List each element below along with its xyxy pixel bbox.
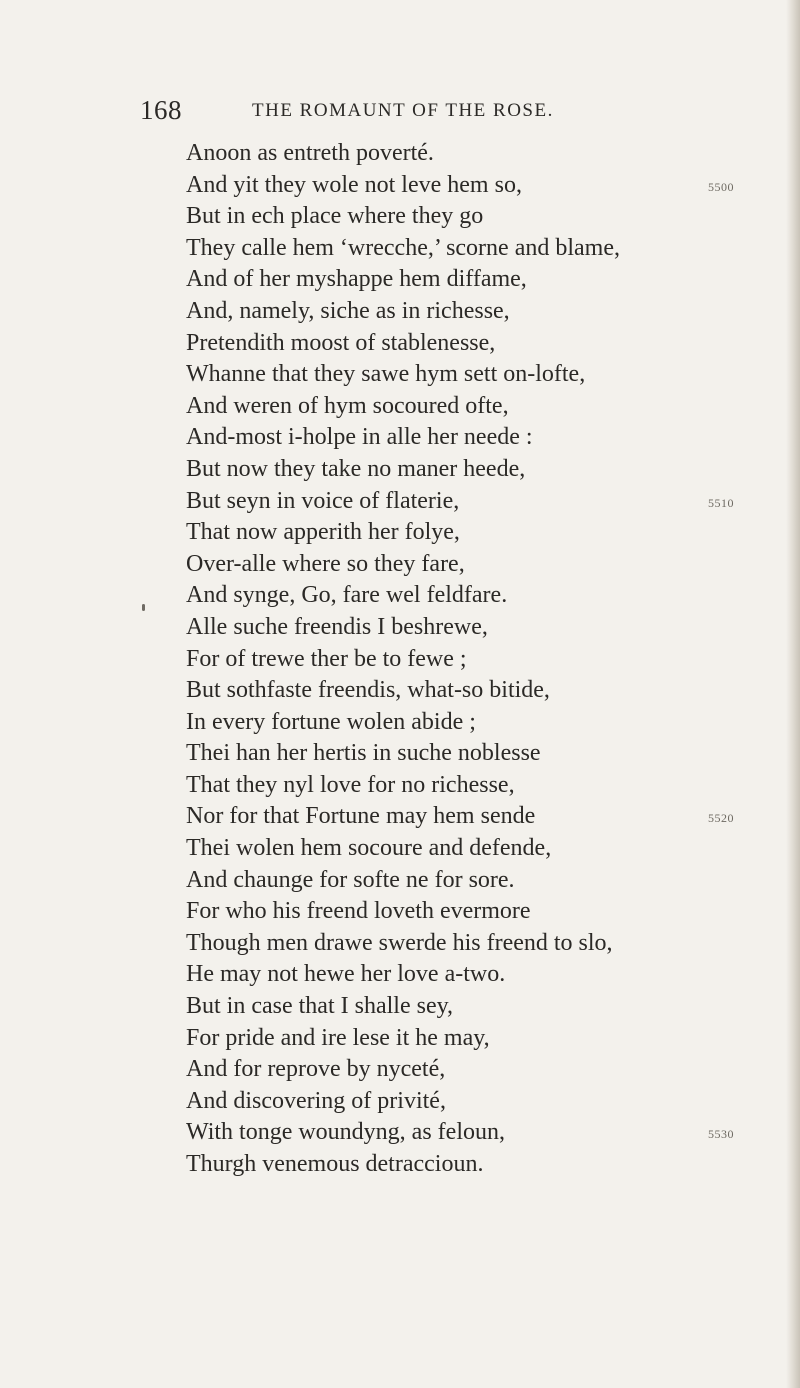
verse-line-text: Over-alle where so they fare, [186,550,465,577]
verse-line-text: In every fortune wolen abide ; [186,708,476,735]
verse-line [186,264,746,296]
verse-line-text: But in ech place where they go [186,203,484,230]
verse-line-text: For pride and ire lese it he may, [186,1024,490,1051]
verse-line [186,1117,746,1149]
verse-line [186,454,746,486]
verse-line-text: Alle suche freendis I beshrewe, [186,613,488,640]
verse-line [186,296,746,328]
verse-line [186,801,746,833]
verse-line-text: And for reprove by nyceté, [186,1056,446,1083]
verse-line [186,201,746,233]
verse-line-text: Thei wolen hem socoure and defende, [186,835,552,862]
page-header [140,92,660,128]
verse-line [186,644,746,676]
verse-line-text: And-most i-holpe in alle her neede : [186,424,533,451]
verse-line [186,959,746,991]
verse-line-text: Thurgh venemous detraccioun. [186,1151,484,1177]
verse-line [186,170,746,202]
line-number: 5530 [708,1127,734,1142]
verse-line [186,580,746,612]
verse-line-text: And discovering of privité, [186,1087,446,1114]
verse-line-text: Nor for that Fortune may hem sende [186,803,536,830]
verse-line-text: They calle hem ‘wrecche,’ scorne and blame, [186,234,620,261]
verse-line-text: For who his freend loveth evermore [186,898,531,925]
verse-line [186,359,746,391]
verse-line [186,391,746,423]
page-number: 168 [140,95,182,125]
verse-line [186,896,746,928]
verse-line [186,833,746,865]
verse-line [186,770,746,802]
verse-line-text: And weren of hym socoured ofte, [186,392,509,419]
verse-line-text: And yit they wole not leve hem so, [186,171,522,198]
verse-line-text: But in case that I shalle sey, [186,993,454,1020]
verse-line-text: But sothfaste freendis, what-so bitide, [186,677,550,704]
verse-line [186,1086,746,1118]
verse-line-text: And, namely, siche as in richesse, [186,297,510,324]
verse-line [186,612,746,644]
verse-line-text: But now they take no maner heede, [186,455,526,482]
verse-line [186,928,746,960]
verse-line-text: For of trewe ther be to fewe ; [186,645,467,672]
verse-line [186,549,746,581]
verse-line [186,138,746,170]
verse-line [186,738,746,770]
verse-line [186,517,746,549]
verse-line [186,1023,746,1055]
verse-line [186,865,746,897]
verse-line [186,991,746,1023]
page-edge-shadow [786,0,800,1388]
verse-line-text: With tonge woundyng, as feloun, [186,1119,505,1146]
verse-line-text: That now apperith her folye, [186,519,460,546]
print-speck [142,604,145,611]
verse-line [186,233,746,265]
verse-line [186,1054,746,1086]
verse-line-text: He may not hewe her love a-two. [186,961,506,988]
verse-line-text: Thei han her hertis in suche noblesse [186,740,541,767]
verse-line [186,1149,746,1181]
verse-line-text: Pretendith moost of stablenesse, [186,329,496,356]
line-number: 5510 [708,495,734,510]
verse-line-text: That they nyl love for no richesse, [186,771,515,798]
verse-line [186,707,746,739]
line-number: 5500 [708,179,734,194]
verse-line-text: Though men drawe swerde his freend to slo, [186,929,613,956]
verse-line-text: Whanne that they sawe hym sett on-lofte, [186,361,586,388]
verse-line-text: Anoon as entreth poverté. [186,140,434,166]
verse-line [186,675,746,707]
line-number: 5520 [708,811,734,826]
verse-line-text: And of her myshappe hem diffame, [186,266,527,293]
verse-line-text: And synge, Go, fare wel feldfare. [186,582,508,609]
verse-line-text: And chaunge for softe ne for sore. [186,866,515,893]
verse-line [186,328,746,360]
verse-block [186,138,746,1181]
verse-line-text: But seyn in voice of flaterie, [186,487,460,514]
running-title: THE ROMAUNT OF THE ROSE. [252,100,554,121]
verse-line [186,486,746,518]
verse-line [186,422,746,454]
